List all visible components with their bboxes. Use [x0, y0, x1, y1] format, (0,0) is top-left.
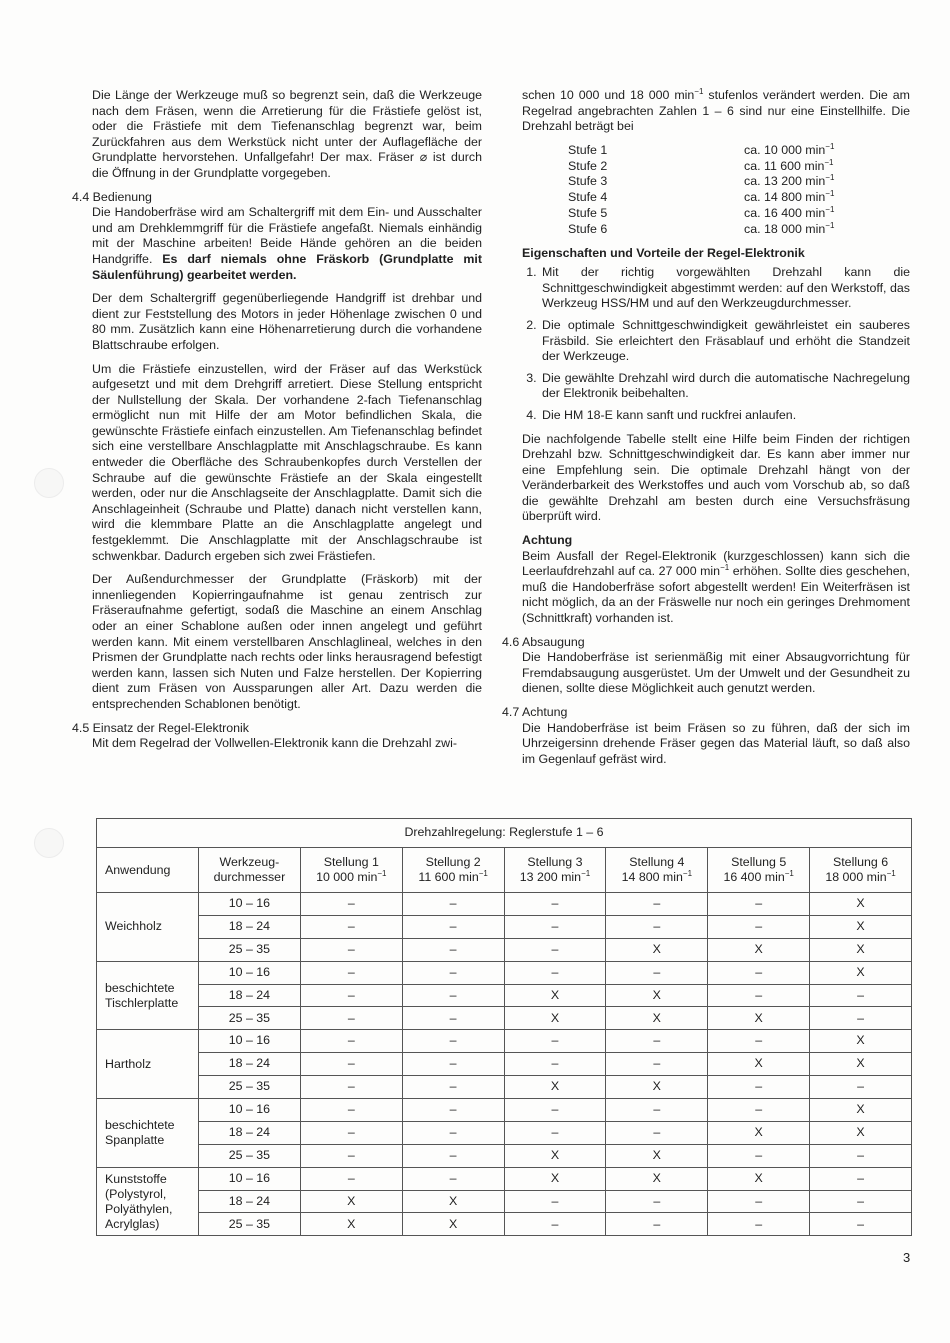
- header-application: Anwendung: [97, 848, 199, 893]
- material-name: Weichholz: [105, 919, 162, 934]
- diameter-cell: 10 – 16: [198, 1167, 300, 1190]
- diameter-cell: 25 – 35: [198, 1076, 300, 1099]
- speed-cell: X: [504, 1007, 606, 1030]
- diameter-cell: 10 – 16: [198, 1099, 300, 1122]
- speed-cell: –: [504, 1053, 606, 1076]
- speed-cell: –: [300, 961, 402, 984]
- speed-cell: –: [300, 1053, 402, 1076]
- material-name: beschichtete: [105, 1117, 175, 1132]
- speed-cell: –: [708, 915, 810, 938]
- material-name: Spanplatte: [105, 1132, 165, 1147]
- table-row: [97, 915, 912, 938]
- speed-cell: –: [402, 984, 504, 1007]
- material-name: Hartholz: [105, 1056, 152, 1071]
- speed-cell: X: [810, 961, 912, 984]
- speed-cell: –: [708, 1076, 810, 1099]
- property-item: 2. Die optimale Schnittgeschwindigkeit gewährleistet ein sauberes Fräsbild. Sie erleichtert den Fräsablauf und erhöht die Standzeit der Werkzeuge.: [540, 318, 910, 365]
- speed-cell: –: [300, 1144, 402, 1167]
- speed-cell: –: [504, 1099, 606, 1122]
- speed-cell: –: [402, 1099, 504, 1122]
- speed-cell: X: [708, 1053, 810, 1076]
- speed-cell: –: [402, 1144, 504, 1167]
- material-name: Acrylglas): [105, 1216, 160, 1231]
- speed-level-row: [568, 174, 834, 190]
- diameter-cell: 18 – 24: [198, 915, 300, 938]
- table-row: [97, 1144, 912, 1167]
- speed-cell: X: [606, 1076, 708, 1099]
- speed-cell: –: [402, 1076, 504, 1099]
- speed-cell: –: [810, 1190, 912, 1213]
- header-stellung-2: Stellung 2 11 600 $\min^{-1}$: [402, 848, 504, 893]
- speed-cell: –: [300, 1121, 402, 1144]
- speed-cell: –: [300, 1076, 402, 1099]
- operation-warning: Es darf niemals ohne Fräskorb (Grundplatte mit Säulenführung) gearbeitet werden.: [92, 251, 482, 282]
- paragraph-tool-length: Die Länge der Werkzeuge muß so begrenzt sein, daß die Werkzeuge nach dem Fräsen, wenn die Arretierung für die Frästiefe gelöst ist, oder die Frästiefe mit dem Tiefenanschlag begrenzt war, beim Zurückfahren aus dem Werkstück nicht unter der Auflagefläche der Grundplatte hervorstehen. Unfallgefahr! Der max. Fräser ⌀ ist durch die Öffnung in der Grundplatte vorgegeben.: [92, 88, 482, 180]
- paragraph-table-hint: Die nachfolgende Tabelle stellt eine Hilfe beim Finden der richtigen Drehzahl bzw. Schnittgeschwindigkeit dar. Es kann aber immer nur eine Empfehlung sein. Die optimale Drehzahl hängt von der Veränderbarkeit des Werkstoffes und auch vom Vorschub ab, so daß die gewählte Drehzahl am besten durch eine Versuchsfräsung überprüft wird.: [522, 431, 910, 524]
- material-cell: [97, 961, 199, 1030]
- table-row: [97, 1007, 912, 1030]
- speed-level-value: ca. 18 000 $\min^{-1}$: [744, 220, 835, 236]
- speed-level-value: ca. 10 000 $\min^{-1}$: [744, 141, 835, 157]
- speed-level-row: [568, 206, 834, 222]
- speed-cell: –: [300, 893, 402, 916]
- speed-cell: –: [606, 961, 708, 984]
- speed-cell: X: [504, 1076, 606, 1099]
- table-row: [97, 1213, 912, 1236]
- speed-level-label: Stufe 6: [568, 221, 608, 236]
- speed-cell: –: [402, 1053, 504, 1076]
- property-item: 3. Die gewählte Drehzahl wird durch die automatische Nachregelung der Elektronik beibehalten.: [540, 371, 910, 402]
- speed-cell: –: [504, 1121, 606, 1144]
- diameter-cell: 25 – 35: [198, 1144, 300, 1167]
- speed-cell: X: [606, 984, 708, 1007]
- page-number: 3: [903, 1250, 911, 1265]
- section-heading-4-7: 4.7 Achtung: [502, 705, 568, 719]
- speed-cell: X: [708, 1007, 810, 1030]
- speed-cell: X: [810, 938, 912, 961]
- header-stellung-6: Stellung 6 18 000 $\min^{-1}$: [810, 848, 912, 893]
- operation-text: Die Handoberfräse wird am Schaltergriff mit dem Ein- und Ausschalter und am Drehklemmgriff für die Frästiefe angefaßt. Niemals einhändig mit der Maschine arbeiten! Beide Hände gehören an die beiden Handgriffe.: [92, 205, 482, 266]
- table-row: [97, 1121, 912, 1144]
- paragraph-suction: Die Handoberfräse ist serienmäßig mit einer Absaugvorrichtung für Fremdabsaugung ausgerüstet. Um der Umwelt und der Gesundheit zu dienen, sollte diese Möglichkeit auch genutzt werden.: [522, 650, 910, 696]
- speed-cell: –: [708, 961, 810, 984]
- properties-heading: Eigenschaften und Vorteile der Regel-Elektronik: [522, 245, 805, 260]
- speed-cell: –: [708, 1213, 810, 1236]
- diameter-cell: 25 – 35: [198, 1007, 300, 1030]
- speed-cell: X: [402, 1190, 504, 1213]
- diameter-cell: 10 – 16: [198, 1030, 300, 1053]
- speed-cell: –: [606, 893, 708, 916]
- speed-level-label: Stufe 2: [568, 158, 608, 173]
- speed-cell: –: [810, 1007, 912, 1030]
- speed-cell: –: [606, 1053, 708, 1076]
- speed-cell: –: [606, 1030, 708, 1053]
- header-diameter: Werkzeug- durchmesser: [198, 848, 300, 893]
- paragraph-operation-4: Der Außendurchmesser der Grundplatte (Fräskorb) mit der innenliegenden Kopierringaufnahme ist genau zentrisch zur Fräseraufnahme gefertigt, sodaß die Maschine an einem Anschlag oder an einer Schablone außen oder innen angelegt und geführt werden kann. Mit einem verstellbaren Anschlaglineal, welches in den Prismen der Grundplatte nach rechts oder links herausragend befestigt werden kann, lassen sich Nuten und Falze herstellen. Der Kopierring dient zum Fräsen von Aussparungen aller Art. Dazu werden die entsprechenden Schablonen benötigt.: [92, 572, 482, 711]
- speed-cell: –: [810, 1144, 912, 1167]
- diameter-cell: 10 – 16: [198, 961, 300, 984]
- speed-cell: –: [402, 1030, 504, 1053]
- speed-cell: –: [402, 915, 504, 938]
- speed-cell: X: [504, 984, 606, 1007]
- table-row: [97, 1167, 912, 1190]
- material-name: Polyäthylen,: [105, 1201, 173, 1216]
- section-heading-4-4: 4.4 Bedienung: [72, 189, 152, 204]
- speed-cell: –: [810, 1167, 912, 1190]
- speed-cell: X: [504, 1144, 606, 1167]
- speed-cell: –: [810, 1076, 912, 1099]
- speed-recommendation-table: [96, 818, 912, 1236]
- speed-cell: –: [402, 1121, 504, 1144]
- material-name: beschichtete: [105, 980, 175, 995]
- speed-cell: –: [300, 1007, 402, 1030]
- material-cell: [97, 893, 199, 962]
- speed-cell: –: [708, 893, 810, 916]
- speed-level-label: Stufe 1: [568, 142, 608, 157]
- diameter-cell: 18 – 24: [198, 1121, 300, 1144]
- speed-cell: –: [810, 984, 912, 1007]
- speed-level-value: ca. 11 600 $\min^{-1}$: [744, 157, 834, 173]
- speed-cell: –: [606, 1213, 708, 1236]
- speed-cell: X: [810, 915, 912, 938]
- speed-cell: –: [708, 1144, 810, 1167]
- property-item: 1. Mit der richtig vorgewählten Drehzahl kann die Schnittgeschwindigkeit abgestimmt werden: auf den Werkstoff, das Werkzeug HSS/HM und auf den Werkzeugdurchmesser.: [540, 265, 910, 312]
- material-name: Kunststoffe: [105, 1171, 167, 1186]
- speed-level-row: [568, 143, 834, 159]
- speed-cell: –: [504, 938, 606, 961]
- speed-cell: –: [810, 1213, 912, 1236]
- diameter-cell: 10 – 16: [198, 893, 300, 916]
- paragraph-operation-3: Um die Frästiefe einzustellen, wird der Fräser auf das Werkstück aufgesetzt und mit dem Drehgriff arretiert. Diese Stellung entspricht der Nullstellung der Skala. Der vorhandene 2-fach Tiefenanschlag ermöglicht nun mit Hilfe der am Motor befindlichen Skala, die gewünschte Frästiefe einfach einzustellen. Am Tiefenanschlag befindet sich eine verstellbare Anschlagplatte mit Anschlagschraube. Es kann entweder die Oberfläche des Schraubenkopfes durch Verstellen der Schraube auf die gewünschte Frästiefe an der Skala eingestellt werden, oder nur die Anschlagseite der Anschlagplatte. Damit sich die Anschlageinheit (Schraube und Platte) danach nicht verstellen kann, wird die klemmbare Platte an die Anschlagplatte angelegt und festgeklemmt. Die Anschlagplatte mit der Anschlagschraube ist schwenkbar. Dadurch ergeben sich zwei Frästiefen.: [92, 361, 482, 563]
- speed-cell: –: [504, 915, 606, 938]
- paragraph-direction: Die Handoberfräse ist beim Fräsen so zu führen, daß der sich im Uhrzeigersinn drehende Fräser gegen das Material läuft, so daß also im Gegenlauf gefräst wird.: [522, 720, 910, 766]
- speed-cell: X: [810, 1099, 912, 1122]
- properties-list: [522, 265, 910, 423]
- material-cell: [97, 1167, 199, 1236]
- speed-cell: –: [300, 1099, 402, 1122]
- table-row: [97, 1190, 912, 1213]
- speed-cell: –: [300, 915, 402, 938]
- material-name: (Polystyrol,: [105, 1186, 167, 1201]
- speed-cell: –: [300, 984, 402, 1007]
- material-cell: [97, 1099, 199, 1168]
- speed-cell: X: [300, 1213, 402, 1236]
- paragraph-operation-1: [92, 205, 482, 283]
- speed-level-label: Stufe 3: [568, 174, 608, 189]
- speed-cell: X: [810, 1030, 912, 1053]
- speed-cell: –: [402, 1167, 504, 1190]
- speed-level-row: [568, 222, 834, 238]
- speed-cell: –: [300, 938, 402, 961]
- speed-cell: –: [708, 1190, 810, 1213]
- table-row: [97, 1053, 912, 1076]
- paragraph-electronics-start: Mit dem Regelrad der Vollwellen-Elektronik kann die Drehzahl zwi-: [92, 736, 457, 751]
- speed-cell: –: [708, 1099, 810, 1122]
- speed-level-list: [568, 143, 834, 238]
- paragraph-operation-2: Der dem Schaltergriff gegenüberliegende Handgriff ist drehbar und dient zur Feststellung des Motors in jeder Höhenlage zwischen 0 und 80 mm. Zusätzlich kann eine Höhenarretierung durch die vorhandene Blattschraube erfolgen.: [92, 291, 482, 352]
- table-row: [97, 1099, 912, 1122]
- table-caption: Drehzahlregelung: Reglerstufe 1 – 6: [97, 819, 912, 848]
- diameter-cell: 25 – 35: [198, 938, 300, 961]
- left-column: [72, 88, 482, 760]
- speed-cell: –: [402, 938, 504, 961]
- speed-cell: –: [402, 961, 504, 984]
- speed-cell: X: [504, 1167, 606, 1190]
- right-column: [502, 87, 910, 775]
- achtung-heading: Achtung: [522, 533, 573, 548]
- speed-cell: –: [606, 1190, 708, 1213]
- speed-level-value: ca. 14 800 $\min^{-1}$: [744, 189, 835, 205]
- speed-cell: –: [606, 915, 708, 938]
- header-stellung-3: Stellung 3 13 200 $\min^{-1}$: [504, 848, 606, 893]
- diameter-cell: 25 – 35: [198, 1213, 300, 1236]
- table-row: [97, 1030, 912, 1053]
- header-stellung-4: Stellung 4 14 800 $\min^{-1}$: [606, 848, 708, 893]
- speed-cell: X: [810, 893, 912, 916]
- speed-level-row: [568, 159, 834, 175]
- table-row: [97, 893, 912, 916]
- punch-hole-bottom: [34, 828, 64, 858]
- speed-cell: X: [708, 1121, 810, 1144]
- header-stellung-1: Stellung 1 10 000 $\min^{-1}$: [300, 848, 402, 893]
- speed-cell: X: [708, 1167, 810, 1190]
- speed-cell: –: [504, 1190, 606, 1213]
- speed-cell: X: [810, 1121, 912, 1144]
- table-row: [97, 961, 912, 984]
- speed-cell: X: [402, 1213, 504, 1236]
- speed-cell: X: [606, 1007, 708, 1030]
- table-row: [97, 938, 912, 961]
- speed-cell: –: [300, 1167, 402, 1190]
- material-name: Tischlerplatte: [105, 995, 179, 1010]
- speed-cell: –: [402, 1007, 504, 1030]
- diameter-cell: 18 – 24: [198, 1053, 300, 1076]
- speed-level-value: ca. 13 200 $\min^{-1}$: [744, 173, 835, 189]
- speed-level-row: [568, 190, 834, 206]
- speed-cell: –: [504, 893, 606, 916]
- material-cell: [97, 1030, 199, 1099]
- property-item: 4. Die HM 18-E kann sanft und ruckfrei anlaufen.: [540, 408, 910, 424]
- section-heading-4-5: 4.5 Einsatz der Regel-Elektronik: [72, 720, 249, 735]
- speed-cell: X: [606, 1167, 708, 1190]
- speed-cell: –: [402, 893, 504, 916]
- speed-cell: –: [300, 1030, 402, 1053]
- speed-cell: –: [504, 961, 606, 984]
- punch-hole-top: [34, 468, 64, 498]
- table-row: [97, 1076, 912, 1099]
- header-stellung-5: Stellung 5 16 400 $\min^{-1}$: [708, 848, 810, 893]
- speed-cell: –: [708, 984, 810, 1007]
- speed-cell: X: [300, 1190, 402, 1213]
- speed-cell: –: [606, 1099, 708, 1122]
- speed-cell: X: [810, 1053, 912, 1076]
- table-row: [97, 984, 912, 1007]
- speed-cell: X: [606, 938, 708, 961]
- speed-level-label: Stufe 4: [568, 190, 608, 205]
- paragraph-achtung: Beim Ausfall der Regel-Elektronik (kurzgeschlossen) kann sich die Leerlaufdrehzahl auf ca. 27 000 $\min^{-1}$ erhöhen. Sollte dies geschehen, muß die Handoberfräse sofort abgestellt werden! Ein Weiterfräsen ist nicht möglich, da an der Fräswelle nur noch ein geringes Drehmoment (Schnittkraft) vorhanden ist.: [522, 548, 910, 626]
- speed-cell: –: [606, 1121, 708, 1144]
- diameter-cell: 18 – 24: [198, 1190, 300, 1213]
- section-heading-4-6: 4.6 Absaugung: [502, 634, 585, 649]
- speed-cell: –: [708, 1030, 810, 1053]
- diameter-cell: 18 – 24: [198, 984, 300, 1007]
- paragraph-electronics-cont: schen 10 000 und 18 000 $\min^{-1}$ stufenlos verändert werden. Die am Regelrad angebrachten Zahlen 1 – 6 sind nur eine Einstellhilfe. Die Drehzahl beträgt bei: [522, 87, 910, 134]
- speed-cell: –: [504, 1030, 606, 1053]
- speed-level-value: ca. 16 400 $\min^{-1}$: [744, 204, 835, 220]
- speed-cell: X: [708, 938, 810, 961]
- speed-cell: X: [606, 1144, 708, 1167]
- speed-level-label: Stufe 5: [568, 205, 608, 220]
- speed-cell: –: [504, 1213, 606, 1236]
